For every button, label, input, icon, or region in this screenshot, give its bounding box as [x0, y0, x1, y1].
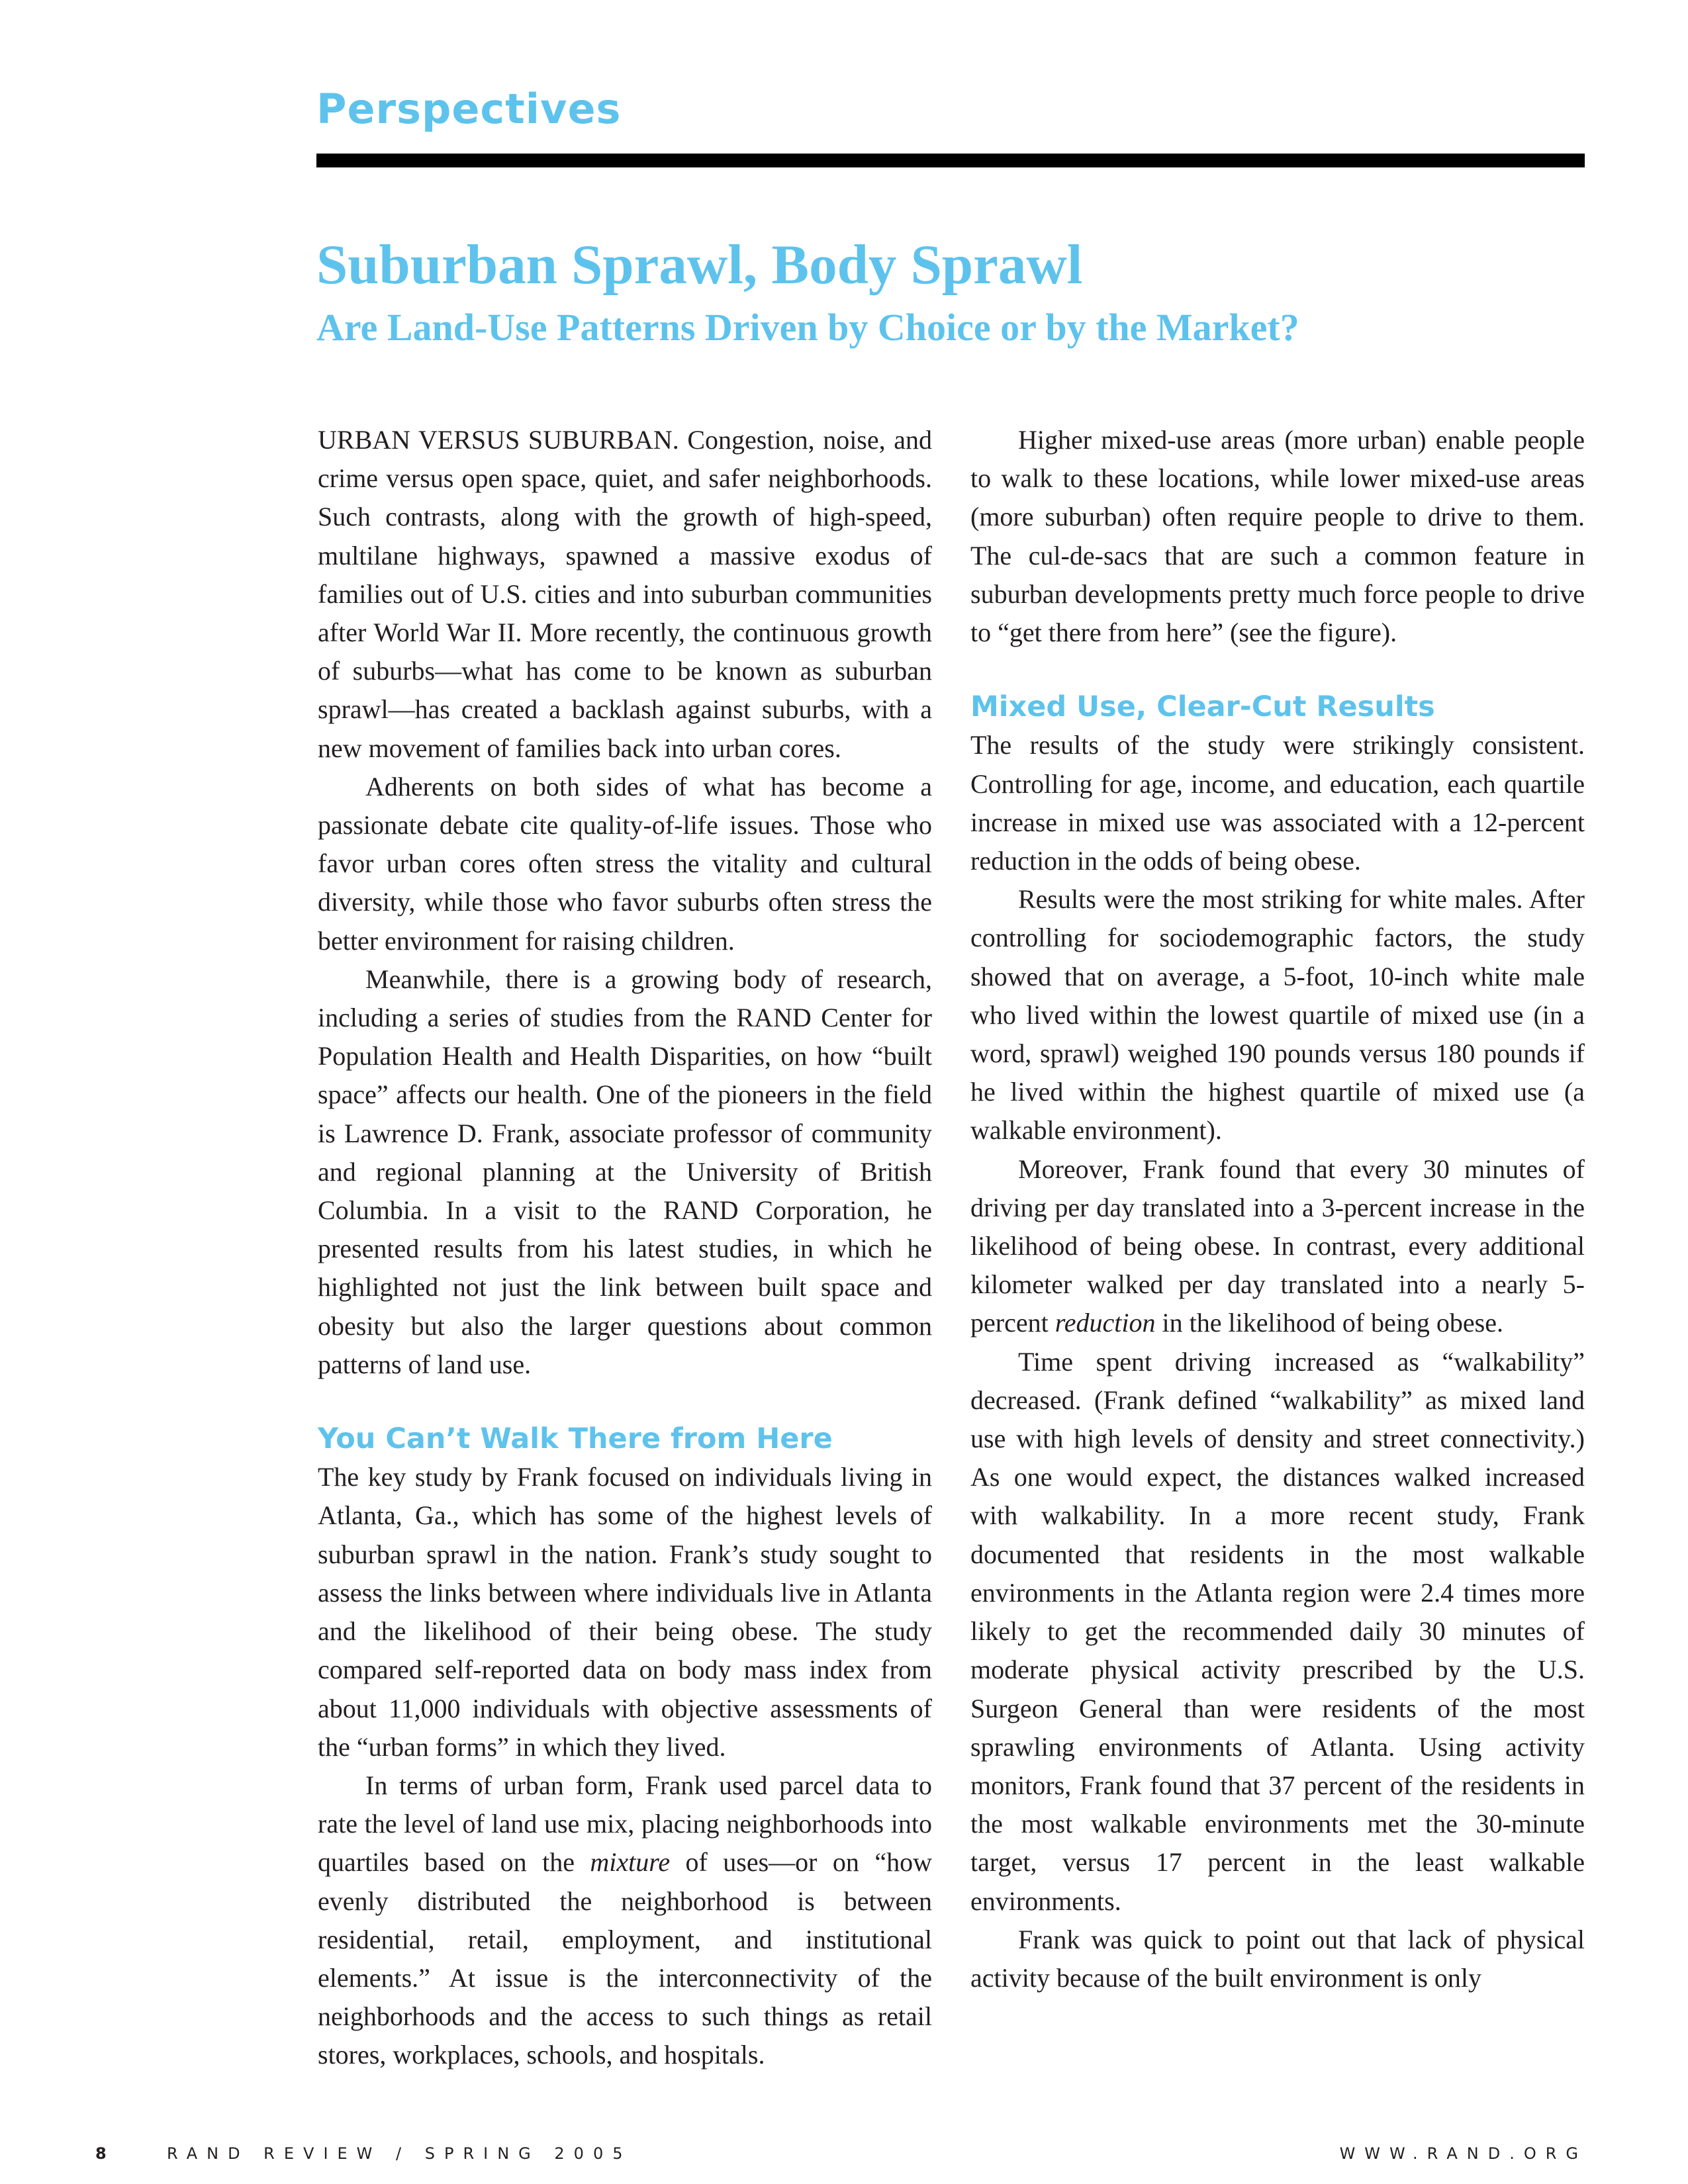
paragraph — [970, 1150, 1585, 1343]
article-subtitle: Are Land-Use Patterns Driven by Choice or by the Market? — [316, 306, 1299, 349]
paragraph: The key study by Frank focused on individuals living in Atlanta, Ga., which has some of the highest levels of suburban sprawl in the nation. Frank’s study sought to assess the links between where individuals live in Atlanta and the likelihood of their being obese. The study compared self-reported data on body mass index from about 11,000 individuals with objective assessments of the “urban forms” in which they lived. — [318, 1462, 932, 1762]
section-heading: You Can’t Walk There from Here — [318, 1422, 833, 1456]
paragraph: The results of the study were strikingly consistent. Controlling for age, income, and education, each quartile increase in mixed use was associated with a 12-percent reduction in the odds of being obese. — [970, 730, 1585, 876]
article-title: Suburban Sprawl, Body Sprawl — [316, 234, 1083, 296]
left-column — [318, 421, 932, 2075]
right-column-body — [970, 421, 1585, 1997]
text-run: in the likelihood of being obese. — [1155, 1308, 1503, 1338]
emphasis: mixture — [590, 1847, 671, 1878]
paragraph: Higher mixed-use areas (more urban) enable people to walk to these locations, while lower mixed-use areas (more suburban) often require people to drive to them. The cul-de-sacs that are such a common feature in suburban developments pretty much force people to drive to “get there from here” (see the figure). — [970, 425, 1585, 648]
text-run: Moreover, Frank found that every 30 minutes of driving per day translated into a 3-percent increase in the likelihood of being obese. In contrast, every additional kilometer walked per day translated into a nearly 5-percent — [970, 1154, 1585, 1338]
paragraph: Results were the most striking for white males. After controlling for sociodemographic factors, the study showed that on average, a 5-foot, 10-inch white male who lived within the lowest quartile of mixed use (in a word, sprawl) weighed 190 pounds versus 180 pounds if he lived within the highest quartile of mixed use (a walkable environment). — [970, 884, 1585, 1146]
paragraph: Frank was quick to point out that lack of physical activity because of the built environment is only — [970, 1924, 1585, 1993]
emphasis: reduction — [1055, 1308, 1156, 1338]
paragraph: Time spent driving increased as “walkability” decreased. (Frank defined “walkability” as mixed land use with high levels of density and street connectivity.) As one would expect, the distances walked increased with walkability. In a more recent study, Frank documented that residents in the most walkable environments in the Atlanta region were 2.4 times more likely to get the recommended daily 30 minutes of moderate physical activity prescribed by the U.S. Surgeon General than were residents of the most sprawling environments of Atlanta. Using activity monitors, Frank found that 37 percent of the residents in the most walkable environments met the 30-minute target, versus 17 percent in the least walkable environments. — [970, 1346, 1585, 1916]
page-number: 8 — [95, 2144, 107, 2163]
website-url: WWW.RAND.ORG — [1339, 2144, 1587, 2163]
header-rule — [316, 154, 1585, 167]
text-run: In terms of urban form, Frank used parcel data to rate the level of land use mix, placing neighborhoods into quartiles based on the — [318, 1770, 932, 1878]
text-run: of uses—or on “how evenly distributed the neighborhood is between residential, retail, employment, and institutional elements.” At issue is the interconnectivity of the neighborhoods and the access to such things as retail stores, workplaces, schools, and hospitals. — [318, 1847, 932, 2070]
paragraph: Meanwhile, there is a growing body of research, including a series of studies from the RAND Center for Population Health and Health Disparities, on how “built space” affects our health. One of the pioneers in the field is Lawrence D. Frank, associate professor of community and regional planning at the University of British Columbia. In a visit to the RAND Corporation, he presented results from his latest studies, in which he highlighted not just the link between built space and obesity but also the larger questions about common patterns of land use. — [318, 964, 932, 1379]
section-heading: Mixed Use, Clear-Cut Results — [970, 690, 1435, 724]
section-label: Perspectives — [316, 85, 622, 133]
paragraph: Adherents on both sides of what has become a passionate debate cite quality-of-life issues. Those who favor urban cores often stress the vitality and cultural diversity, while those who favor suburbs often stress the better environment for raising children. — [318, 771, 932, 956]
publication-name: RAND REVIEW / SPRING 2005 — [167, 2144, 632, 2163]
paragraph: URBAN VERSUS SUBURBAN. Congestion, noise, and crime versus open space, quiet, and safer neighborhoods. Such contrasts, along with the growth of high-speed, multilane highways, spawned a massive exodus of families out of U.S. cities and into suburban communities after World War II. More recently, the continuous growth of suburbs—what has come to be known as suburban sprawl—has created a backlash against suburbs, with a new movement of families back into urban cores. — [318, 425, 932, 763]
paragraph — [318, 1766, 932, 2075]
